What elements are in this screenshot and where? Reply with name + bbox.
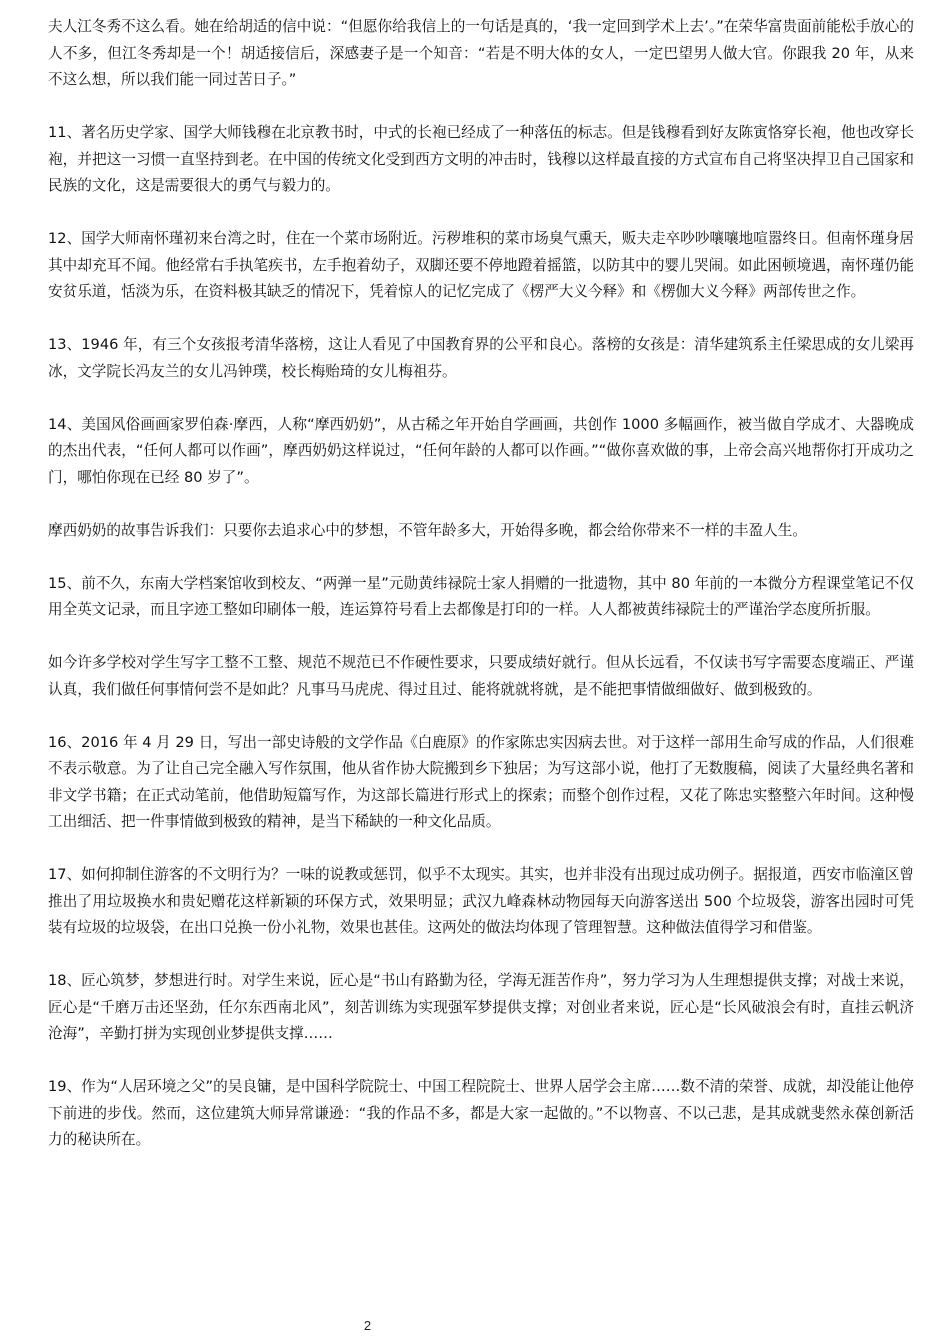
paragraph-13-tsinghua: 13、1946 年，有三个女孩报考清华落榜，这让人看见了中国教育界的公平和良心。落榜的女孩是：清华建筑系主任梁思成的女儿梁再冰，文学院长冯友兰的女儿冯钟璞，校长梅贻琦的女儿梅祖芬。 bbox=[48, 336, 914, 380]
paragraph-17-tourists: 17、如何抑制住游客的不文明行为？一味的说教或惩罚，似乎不太现实。其实，也并非没有出现过成功例子。据报道，西安市临潼区曾推出了用垃圾换水和贵妃赠花这样新颖的环保方式，效果明显；武汉九峰森林动物园每天向游客送出 500 个垃圾袋，游客出园时可凭装有垃圾的垃圾袋，在出口兑换一份小礼物，效果也甚佳。这两处的做法均体现了管理智慧。这种做法值得学习和借鉴。 bbox=[48, 866, 914, 936]
page-number: 2 bbox=[363, 1318, 372, 1333]
paragraph-16-chen-zhongshi: 16、2016 年 4 月 29 日，写出一部史诗般的文学作品《白鹿原》的作家陈忠实因病去世。对于这样一部用生命写成的作品，人们很难不表示敬意。为了让自己完全融入写作氛围，他从省作协大院搬到乡下独居；为写这部小说，他打了无数腹稿，阅读了大量经典名著和非文学书籍；在正式动笔前，他借助短篇写作，为这部长篇进行形式上的探索；而整个创作过程，又花了陈忠实整整六年时间。这种慢工出细活、把一件事情做到极致的精神，是当下稀缺的一种文化品质。 bbox=[48, 733, 914, 830]
paragraph-jiang-dongxiu: 夫人江冬秀不这么看。她在给胡适的信中说：“但愿你给我信上的一句话是真的，‘我一定回到学术上去’。”在荣华富贵面前能松手放心的人不多，但江冬秀却是一个！胡适接信后，深感妻子是一个知音：“若是不明大体的女人，一定巴望男人做大官。你跟我 20 年，从来不这么想，所以我们能一同过苦日子。” bbox=[48, 18, 914, 88]
paragraph-11-qian-mu: 11、著名历史学家、国学大师钱穆在北京教书时，中式的长袍已经成了一种落伍的标志。但是钱穆看到好友陈寅恪穿长袍，他也改穿长袍，并把这一习惯一直坚持到老。在中国的传统文化受到西方文明的冲击时，钱穆以这样最直接的方式宣布自己将坚决捍卫自己国家和民族的文化，这是需要很大的勇气与毅力的。 bbox=[48, 124, 914, 194]
paragraph-15-huang-weilu: 15、前不久，东南大学档案馆收到校友、“两弹一星”元勋黄纬禄院士家人捐赠的一批遗物，其中 80 年前的一本微分方程课堂笔记不仅用全英文记录，而且字迹工整如印刷体一般，连运算符号看上去都像是打印的一样。人人都被黄纬禄院士的严谨治学态度所折服。 bbox=[48, 574, 914, 618]
paragraph-15-commentary: 如今许多学校对学生写字工整不工整、规范不规范已不作硬性要求，只要成绩好就行。但从长远看，不仅读书写字需要态度端正、严谨认真，我们做任何事情何尝不是如此？凡事马马虎虎、得过且过、能将就就将就，是不能把事情做细做好、做到极致的。 bbox=[48, 654, 914, 698]
document-body bbox=[48, 14, 914, 1178]
paragraph-19-wu-liangyong: 19、作为“人居环境之父”的吴良镛，是中国科学院院士、中国工程院院士、世界人居学会主席……数不清的荣誉、成就，却没能让他停下前进的步伐。然而，这位建筑大师异常谦逊：“我的作品不多，都是大家一起做的。”不以物喜、不以己悲，是其成就斐然永葆创新活力的秘诀所在。 bbox=[48, 1078, 914, 1148]
paragraph-18-craftsmanship: 18、匠心筑梦，梦想进行时。对学生来说，匠心是“书山有路勤为径，学海无涯苦作舟”，努力学习为人生理想提供支撑；对战士来说，匠心是“千磨万击还坚劲，任尔东西南北风”，刻苦训练为实现强军梦提供支撑；对创业者来说，匠心是“长风破浪会有时，直挂云帆济沧海”，辛勤打拼为实现创业梦提供支撑…… bbox=[48, 972, 914, 1042]
paragraph-14-grandma-moses: 14、美国风俗画画家罗伯森·摩西，人称“摩西奶奶”，从古稀之年开始自学画画，共创作 1000 多幅画作，被当做自学成才、大器晚成的杰出代表，“任何人都可以作画”，摩西奶奶这样说过，“任何年龄的人都可以作画。”“做你喜欢做的事，上帝会高兴地帮你打开成功之门，哪怕你现在已经 80 岁了”。 bbox=[48, 415, 914, 486]
paragraph-12-nan-huaijin: 12、国学大师南怀瑾初来台湾之时，住在一个菜市场附近。污秽堆积的菜市场臭气熏天，贩夫走卒吵吵嚷嚷地喧嚣终日。但南怀瑾身居其中却充耳不闻。他经常右手执笔疾书，左手抱着幼子，双脚还要不停地蹬着摇篮，以防其中的婴儿哭闹。如此困顿境遇，南怀瑾仍能安贫乐道，恬淡为乐，在资料极其缺乏的情况下，凭着惊人的记忆完成了《楞严大义今释》和《楞伽大义今释》两部传世之作。 bbox=[48, 230, 914, 300]
paragraph-14-moral: 摩西奶奶的故事告诉我们：只要你去追求心中的梦想，不管年龄多大，开始得多晚，都会给你带来不一样的丰盈人生。 bbox=[48, 521, 807, 539]
